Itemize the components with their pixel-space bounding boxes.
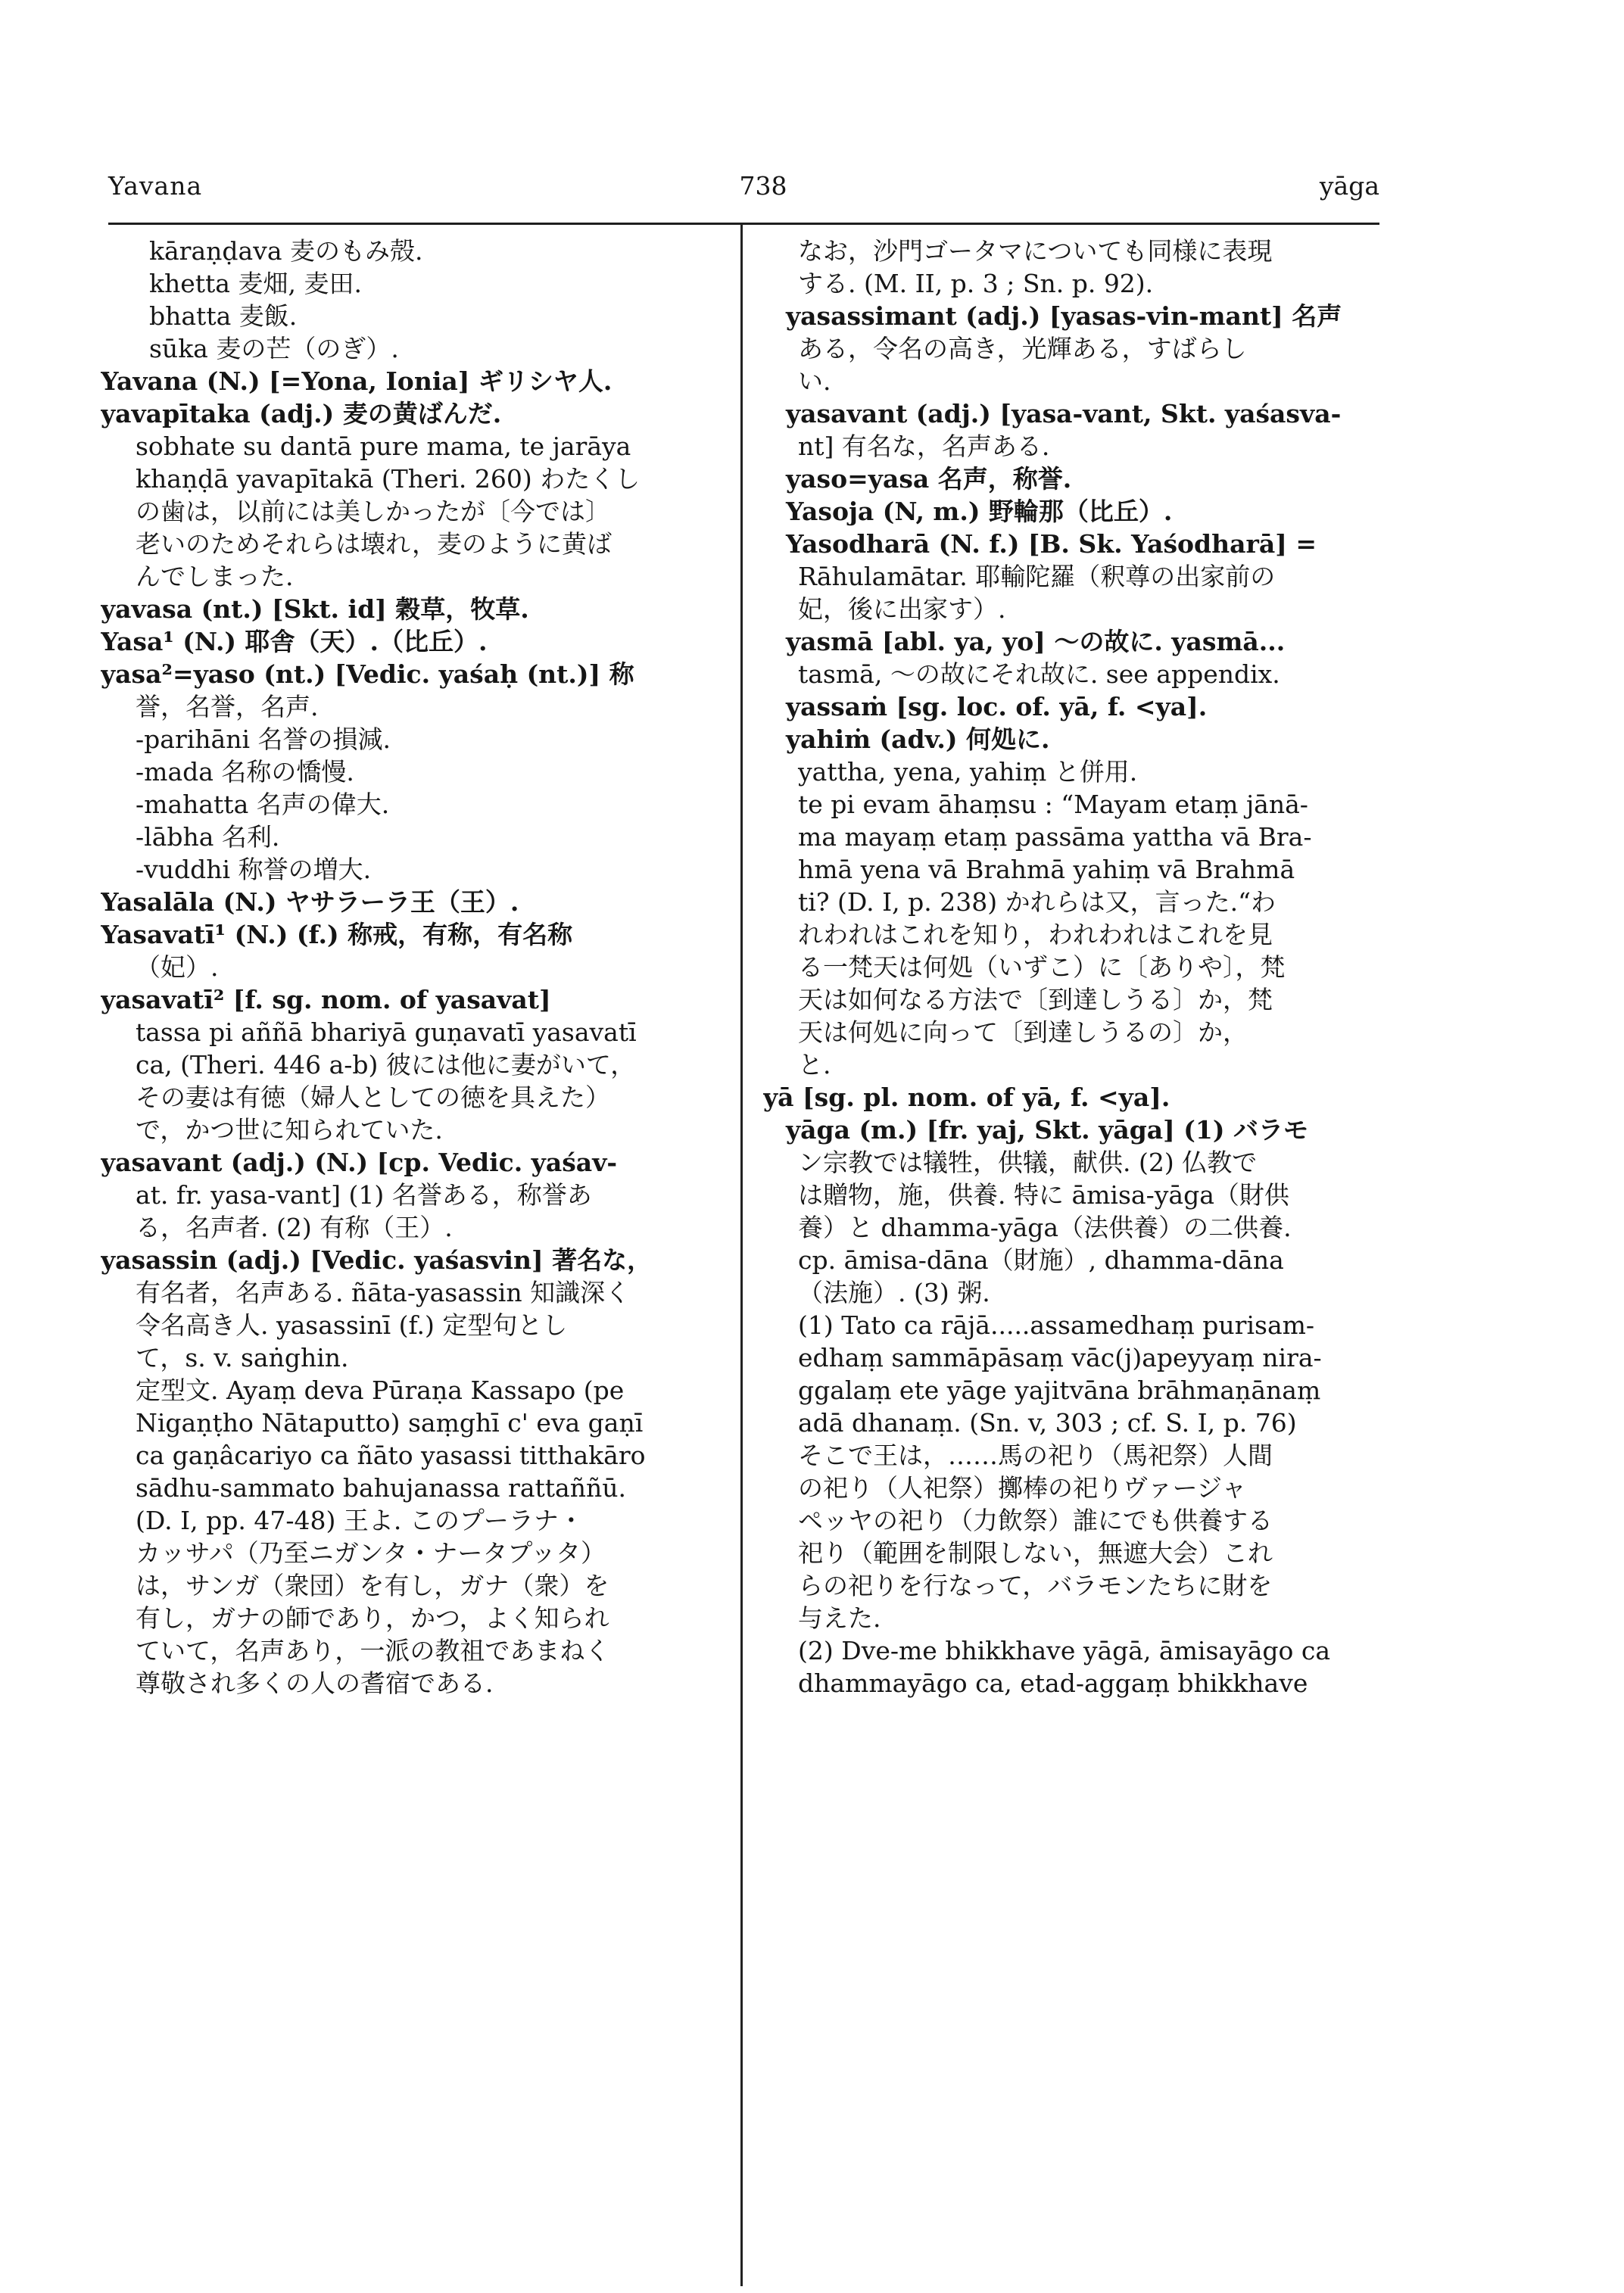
page-number: 738: [739, 171, 787, 201]
entry-headword-line: yasavant (adj.) [yasa-vant, Skt. yaśasva-: [786, 399, 1342, 428]
entry-text-line: ある，令名の高き，光輝ある，すばらし: [798, 334, 1247, 363]
entry-headword-line: yavapītaka (adj.) 麦の黄ばんだ.: [101, 399, 502, 428]
entry-text-line: 有し，ガナの師であり，かつ，よく知られ: [136, 1603, 609, 1633]
entry-text-line: る，名声者. (2) 有称（王）.: [136, 1213, 453, 1242]
entry-headword-line: yavasa (nt.) [Skt. id] 穀草，牧草.: [101, 594, 529, 624]
entry-text-line: ti? (D. I, p. 238) かれらは又，言った.“わ: [798, 887, 1276, 917]
entry-text-line: の歯は，以前には美しかったが〔今では〕: [136, 497, 610, 526]
entry-text-line: は，サンガ（衆団）を有し，ガナ（衆）を: [136, 1571, 609, 1600]
entry-text-line: 与えた.: [798, 1603, 881, 1633]
entry-text-line: dhammayāgo ca, etad-aggaṃ bhikkhave: [798, 1668, 1308, 1698]
entry-text-line: yattha, yena, yahiṃ と併用.: [798, 757, 1138, 787]
entry-text-line: ca gaṇâcariyo ca ñāto yasassi titthakāro: [136, 1441, 646, 1470]
entry-text-line: at. fr. yasa-vant] (1) 名誉ある，称誉あ: [136, 1180, 592, 1210]
entry-text-line: khaṇḍā yavapītakā (Theri. 260) わたくし: [136, 464, 641, 494]
entry-headword-line: yasassimant (adj.) [yasas-vin-mant] 名声: [786, 301, 1342, 331]
entry-text-line: 天は如何なる方法で〔到達しうる〕か，梵: [798, 985, 1273, 1014]
entry-text-line: sobhate su dantā pure mama, te jarāya: [136, 431, 631, 461]
entry-text-line: の祀り（人祀祭）擲棒の祀りヴァージャ: [798, 1473, 1247, 1503]
entry-text-line: ggalaṃ ete yāge yajitvāna brāhmaṇānaṃ: [798, 1375, 1321, 1405]
entry-headword-line: yasmā [abl. ya, yo] ～の故に. yasmā...: [786, 627, 1286, 656]
entry-text-line: Rāhulamātar. 耶輸陀羅（釈尊の出家前の: [798, 562, 1276, 591]
entry-headword-line: Yasalāla (N.) ヤサラーラ王（王）.: [101, 887, 519, 917]
entry-text-line: 祀り（範囲を制限しない，無遮大会）これ: [798, 1538, 1273, 1568]
entry-text-line: ma mayaṃ etaṃ passāma yattha vā Bra-: [798, 822, 1312, 852]
entry-text-line: cp. āmisa-dāna（財施）, dhamma-dāna: [798, 1245, 1284, 1275]
entry-text-line: adā dhanaṃ. (Sn. v, 303 ; cf. S. I, p. 76): [798, 1408, 1297, 1438]
column-divider: [740, 224, 743, 2286]
running-head-right: yāga: [1319, 171, 1379, 201]
entry-text-line: い.: [798, 366, 831, 396]
entry-headword-line: yāga (m.) [fr. yaj, Skt. yāga] (1) バラモ: [786, 1115, 1308, 1145]
entry-headword-line: yasavatī² [f. sg. nom. of yasavat]: [101, 985, 551, 1014]
entry-text-line: sādhu-sammato bahujanassa rattaññū.: [136, 1473, 626, 1503]
entry-text-line: そこで王は，……馬の祀り（馬祀祭）人間: [798, 1441, 1273, 1470]
entry-text-line: -lābha 名利.: [136, 822, 280, 852]
entry-text-line: カッサパ（乃至ニガンタ・ナータプッタ）: [136, 1538, 606, 1568]
entry-text-line: (2) Dve-me bhikkhave yāgā, āmisayāgo ca: [798, 1636, 1331, 1665]
entry-text-line: 令名高き人. yasassinī (f.) 定型句とし: [136, 1310, 568, 1340]
entry-text-line: 老いのためそれらは壊れ，麦のように黄ば: [136, 529, 612, 559]
entry-text-line: -vuddhi 称誉の増大.: [136, 855, 372, 884]
entry-text-line: 妃，後に出家す）.: [798, 594, 1006, 624]
entry-text-line: -mada 名称の憍慢.: [136, 757, 354, 787]
entry-headword-line: Yasoja (N, m.) 野輪那（比丘）.: [786, 497, 1173, 526]
entry-text-line: edhaṃ sammāpāsaṃ vāc(j)apeyyaṃ nira-: [798, 1343, 1322, 1372]
entry-text-line: （妃）.: [136, 952, 219, 982]
entry-text-line: nt] 有名な，名声ある.: [798, 431, 1050, 461]
entry-text-line: と.: [798, 1050, 831, 1080]
entry-text-line: ペッヤの祀り（力飲祭）誰にでも供養する: [798, 1506, 1273, 1535]
entry-text-line: なお，沙門ゴータマについても同様に表現: [798, 236, 1273, 266]
entry-text-line: ン宗教では犠牲，供犠，献供. (2) 仏教で: [798, 1148, 1258, 1177]
entry-text-line: hmā yena vā Brahmā yahiṃ vā Brahmā: [798, 855, 1295, 884]
entry-text-line: （法施）. (3) 粥.: [798, 1278, 990, 1307]
entry-text-line: tasmā, ～の故にそれ故に. see appendix.: [798, 659, 1280, 689]
entry-headword-line: Yasavatī¹ (N.) (f.) 称戒，有称，有名称: [101, 920, 573, 949]
entry-text-line: ていて，名声あり，一派の教祖であまねく: [136, 1636, 610, 1665]
entry-text-line: は贈物，施，供養. 特に āmisa-yāga（財供: [798, 1180, 1289, 1210]
entry-text-line: Nigaṇṭho Nātaputto) saṃghī c' eva gaṇī: [136, 1408, 644, 1438]
entry-headword-line: yasa²=yaso (nt.) [Vedic. yaśaḥ (nt.)] 称: [101, 659, 634, 689]
entry-text-line: 有名者，名声ある. ñāta-yasassin 知識深く: [136, 1278, 631, 1307]
entry-text-line: する. (M. II, p. 3 ; Sn. p. 92).: [798, 269, 1154, 298]
right-column: [763, 235, 1389, 1699]
entry-text-line: sūka 麦の芒（のぎ）.: [149, 334, 399, 363]
entry-headword-line: Yasa¹ (N.) 耶舎（天）.（比丘）.: [101, 627, 488, 656]
entry-text-line: らの祀りを行なって，バラモンたちに財を: [798, 1571, 1273, 1600]
entry-headword-line: Yasodharā (N. f.) [B. Sk. Yaśodharā] =: [786, 529, 1317, 559]
entry-text-line: で，かつ世に知られていた.: [136, 1115, 443, 1145]
entry-headword-line: yahiṁ (adv.) 何処に.: [786, 724, 1050, 754]
entry-text-line: 養）と dhamma-yāga（法供養）の二供養.: [798, 1213, 1292, 1242]
entry-headword-line: yaso=yasa 名声，称誉.: [786, 464, 1072, 494]
entry-text-line: bhatta 麦飯.: [149, 301, 298, 331]
entry-headword-line: Yavana (N.) [=Yona, Ionia] ギリシヤ人.: [101, 366, 613, 396]
entry-text-line: て，s. v. saṅghin.: [136, 1343, 349, 1372]
entry-text-line: 尊敬され多くの人の耆宿である.: [136, 1668, 494, 1698]
entry-headword-line: yasavant (adj.) (N.) [cp. Vedic. yaśav-: [101, 1148, 618, 1177]
entry-text-line: 誉，名誉，名声.: [136, 692, 319, 721]
left-column: [101, 235, 706, 1699]
header-rule: [108, 223, 1379, 225]
entry-text-line: tassa pi aññā bhariyā guṇavatī yasavatī: [136, 1017, 637, 1047]
entry-text-line: る一梵天は何処（いずこ）に〔ありや〕，梵: [798, 952, 1286, 982]
entry-headword-line: yasassin (adj.) [Vedic. yaśasvin] 著名な，: [101, 1245, 653, 1275]
entry-text-line: れわれはこれを知り，われわれはこれを見: [798, 920, 1273, 949]
entry-text-line: その妻は有徳（婦人としての徳を具えた）: [136, 1083, 610, 1112]
entry-text-line: kāraṇḍava 麦のもみ殻.: [149, 236, 423, 266]
entry-headword-line: yā [sg. pl. nom. of yā, f. <ya].: [763, 1083, 1170, 1112]
entry-text-line: 天は何処に向って〔到達しうるの〕か，: [798, 1017, 1248, 1047]
entry-text-line: 定型文. Ayaṃ deva Pūraṇa Kassapo (pe: [136, 1375, 625, 1405]
entry-text-line: (1) Tato ca rājā.....assamedhaṃ purisam-: [798, 1310, 1315, 1340]
entry-text-line: -parihāni 名誉の損減.: [136, 724, 391, 754]
entry-text-line: khetta 麦畑, 麦田.: [149, 269, 362, 298]
entry-text-line: ca, (Theri. 446 a-b) 彼には他に妻がいて，: [136, 1050, 636, 1080]
entry-text-line: んでしまった.: [136, 562, 294, 591]
entry-headword-line: yassaṁ [sg. loc. of. yā, f. <ya].: [786, 692, 1208, 721]
entry-text-line: te pi evam āhaṃsu : “Mayam etaṃ jānā-: [798, 790, 1308, 819]
entry-text-line: (D. I, pp. 47-48) 王よ. このプーラナ・: [136, 1506, 584, 1535]
entry-text-line: -mahatta 名声の偉大.: [136, 790, 390, 819]
running-head-left: Yavana: [108, 171, 203, 201]
